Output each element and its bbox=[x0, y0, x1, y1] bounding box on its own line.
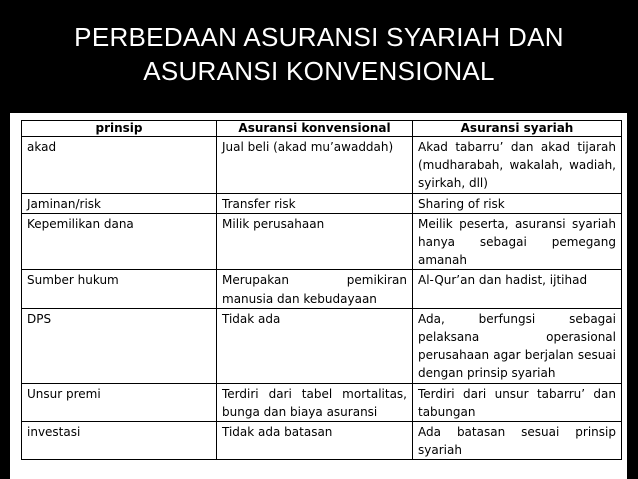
cell-konvensional: Tidak ada batasan bbox=[217, 422, 413, 460]
table-row bbox=[22, 213, 622, 270]
slide-title-line-2: ASURANSI KONVENSIONAL bbox=[143, 56, 495, 86]
cell-syariah: Ada, berfungsi sebagai pelaksana operasional perusahaan agar berjalan sesuai dengan prinsip syariah bbox=[413, 308, 622, 383]
cell-prinsip: Jaminan/risk bbox=[22, 193, 217, 213]
cell-prinsip: investasi bbox=[22, 422, 217, 460]
cell-konvensional: Terdiri dari tabel mortalitas, bunga dan biaya asuransi bbox=[217, 383, 413, 421]
cell-syariah: Sharing of risk bbox=[413, 193, 622, 213]
cell-prinsip: DPS bbox=[22, 308, 217, 383]
table-row bbox=[22, 193, 622, 213]
slide-title bbox=[0, 20, 638, 88]
cell-syariah: Terdiri dari unsur tabarru’ dan tabungan bbox=[413, 383, 622, 421]
table-header-row bbox=[22, 121, 622, 137]
cell-syariah: Ada batasan sesuai prinsip syariah bbox=[413, 422, 622, 460]
cell-konvensional: Tidak ada bbox=[217, 308, 413, 383]
header-asuransi-syariah: Asuransi syariah bbox=[413, 121, 622, 137]
cell-syariah: Meilik peserta, asuransi syariah hanya sebagai pemegang amanah bbox=[413, 213, 622, 270]
header-prinsip: prinsip bbox=[22, 121, 217, 137]
cell-syariah: Al-Qur’an dan hadist, ijtihad bbox=[413, 270, 622, 308]
cell-konvensional: Merupakan pemikiran manusia dan kebudayaan bbox=[217, 270, 413, 308]
cell-prinsip: akad bbox=[22, 137, 217, 194]
comparison-table-panel bbox=[10, 113, 627, 479]
cell-syariah: Akad tabarru’ dan akad tijarah (mudharabah, wakalah, wadiah, syirkah, dll) bbox=[413, 137, 622, 194]
cell-prinsip: Kepemilikan dana bbox=[22, 213, 217, 270]
comparison-table bbox=[21, 120, 622, 460]
cell-konvensional: Jual beli (akad mu’awaddah) bbox=[217, 137, 413, 194]
cell-konvensional: Transfer risk bbox=[217, 193, 413, 213]
table-row bbox=[22, 383, 622, 421]
table-row bbox=[22, 308, 622, 383]
header-asuransi-konvensional: Asuransi konvensional bbox=[217, 121, 413, 137]
cell-prinsip: Unsur premi bbox=[22, 383, 217, 421]
cell-konvensional: Milik perusahaan bbox=[217, 213, 413, 270]
slide-title-line-1: PERBEDAAN ASURANSI SYARIAH DAN bbox=[74, 22, 564, 52]
table-row bbox=[22, 270, 622, 308]
table-row bbox=[22, 137, 622, 194]
cell-prinsip: Sumber hukum bbox=[22, 270, 217, 308]
table-row bbox=[22, 422, 622, 460]
